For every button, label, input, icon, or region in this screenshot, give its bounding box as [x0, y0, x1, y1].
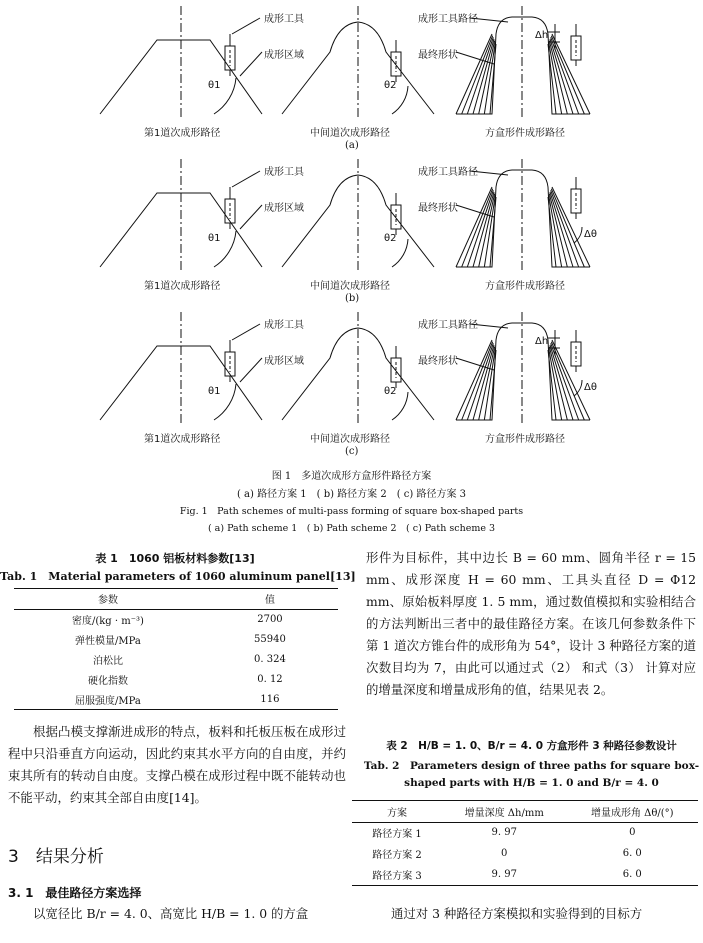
- leader-line: [240, 205, 262, 229]
- dtheta-label: Δθ: [584, 382, 597, 393]
- table2-header-dtheta: 增量成形角 Δθ/(°): [590, 807, 674, 819]
- table2-title-en-1: Tab. 2 Parameters design of three paths for square box-: [363, 760, 700, 772]
- figure-caption-cn: 图 1 多道次成形方盒形件路径方案: [271, 471, 432, 482]
- table2-header-row: [352, 801, 698, 822]
- panel-caption-intermediate: 中间道次成形路径: [310, 434, 390, 445]
- panel-caption-first-pass: 第1道次成形路径: [144, 281, 221, 292]
- sub-figure-label: (a): [345, 140, 359, 151]
- final-shape-profile: [456, 323, 590, 420]
- table2-grid: [352, 801, 698, 885]
- theta2-label: θ2: [384, 80, 397, 91]
- section-heading: 3 结果分析: [8, 847, 104, 867]
- table1-grid: [14, 589, 338, 709]
- theta1-label: θ1: [208, 386, 221, 397]
- table1: [14, 588, 338, 710]
- table2-cell: 路径方案 2: [372, 850, 422, 861]
- table2-cell: 0: [501, 848, 508, 859]
- tool-label: 成形工具: [264, 14, 304, 25]
- final-shape-profile: [456, 17, 590, 114]
- tool-label: 成形工具: [264, 320, 304, 331]
- panel-caption-box: 方盒形件成形路径: [485, 434, 565, 445]
- table1-cell: 2700: [257, 613, 283, 625]
- panel-caption-first-pass: 第1道次成形路径: [144, 434, 221, 445]
- table1-header-row: [14, 589, 338, 609]
- table2-header-dh: 增量深度 Δh/mm: [464, 807, 544, 819]
- table-row: [14, 689, 338, 709]
- tool-path-line: [551, 36, 584, 114]
- sub-figure-label: (b): [345, 293, 360, 304]
- table1-title-en: Tab. 1 Material parameters of 1060 aluminum panel[13]: [0, 570, 356, 583]
- tool-path-line: [551, 342, 584, 420]
- tool-path-label: 成形工具路径: [418, 14, 478, 25]
- figure-caption-en-sub: ( a) Path scheme 1 ( b) Path scheme 2 ( c) Path scheme 3: [207, 523, 496, 534]
- panel-caption-intermediate: 中间道次成形路径: [310, 128, 390, 139]
- table2-title-en-2: shaped parts with H/B = 1. 0 and B/r = 4. 0: [404, 777, 659, 789]
- table2-cell: 0: [629, 827, 636, 839]
- table-row: [14, 649, 338, 669]
- dtheta-label: Δθ: [584, 229, 597, 240]
- table1-cell: 屈服强度/MPa: [75, 695, 141, 707]
- figure-1-drawing: [0, 0, 703, 470]
- theta1-label: θ1: [208, 80, 221, 91]
- panel-caption-box: 方盒形件成形路径: [485, 281, 565, 292]
- tool-path-line: [467, 37, 493, 114]
- table-row: [352, 843, 698, 864]
- table1-header-value: 值: [264, 595, 275, 607]
- tool-path-line: [467, 190, 493, 267]
- table1-header-param: 参数: [97, 595, 118, 607]
- table-row: [14, 669, 338, 689]
- figure-caption-en: Fig. 1 Path schemes of multi-pass forming of square box-shaped parts: [179, 506, 524, 517]
- panel-caption-intermediate: 中间道次成形路径: [310, 281, 390, 292]
- table2-cell: 9. 97: [491, 827, 517, 839]
- figure-caption-cn-sub: ( a) 路径方案 1 ( b) 路径方案 2 ( c) 路径方案 3: [236, 489, 467, 500]
- dh-label: Δh: [535, 30, 549, 41]
- tool-path-label: 成形工具路径: [418, 167, 478, 178]
- leader-line: [240, 358, 262, 382]
- panel-caption-first-pass: 第1道次成形路径: [144, 128, 221, 139]
- right-paragraph-1: 形件为目标件，其中边长 B = 60 mm、圆角半径 r = 15 mm、成形深度 H = 60 mm、工具头直径 D = Φ12 mm、原始板料厚度 1. 5 mm，通过数值模拟和实验相结合的方法判断出三者中的最佳路径方案。在该几何参数条件下第 1 道次方锥台件的成形角为 54°，设计 3 种路径方案的道次数目均为 7，由此可以通过式（2） 和式（3） 计算对应的增量深度和增量成形角的值，结果见表 2。: [366, 550, 697, 697]
- final-shape-label: 最终形状: [418, 356, 458, 367]
- region-label: 成形区域: [264, 203, 304, 214]
- table1-cell: 0. 12: [257, 673, 283, 685]
- table-row: [14, 629, 338, 649]
- table1-cell: 硬化指数: [87, 675, 128, 687]
- tool-path-label: 成形工具路径: [418, 320, 478, 331]
- tool-path-line: [550, 192, 573, 267]
- right-paragraph-2: 通过对 3 种路径方案模拟和实验得到的目标方: [391, 906, 643, 921]
- sub-figure-label: (c): [345, 446, 359, 457]
- table1-cell: 密度/(kg · m⁻³): [71, 615, 144, 627]
- table1-cell: 0. 324: [254, 653, 286, 665]
- tool-path-line: [550, 345, 573, 420]
- table2-header-scheme: 方案: [386, 807, 407, 819]
- table1-cell: 55940: [254, 633, 286, 645]
- tool-path-line: [467, 343, 493, 420]
- theta2-label: θ2: [384, 386, 397, 397]
- tool-label: 成形工具: [264, 167, 304, 178]
- table2-cell: 6. 0: [622, 848, 642, 859]
- subsection-heading: 3. 1 最佳路径方案选择: [8, 886, 142, 900]
- leader-line: [240, 52, 262, 76]
- table-row: [352, 864, 698, 885]
- table1-cell: 泊松比: [92, 655, 123, 667]
- table-row: [14, 609, 338, 629]
- table2: [352, 800, 698, 886]
- dh-label: Δh: [535, 336, 549, 347]
- final-shape-label: 最终形状: [418, 203, 458, 214]
- theta1-label: θ1: [208, 233, 221, 244]
- tool-path-line: [550, 39, 573, 114]
- table1-cell: 弹性模量/MPa: [75, 635, 141, 647]
- table1-title-cn: 表 1 1060 铝板材料参数[13]: [95, 552, 255, 565]
- left-paragraph-2: 以宽径比 B/r = 4. 0、高宽比 H/B = 1. 0 的方盒: [33, 906, 309, 921]
- region-label: 成形区域: [264, 356, 304, 367]
- table2-cell: 6. 0: [622, 869, 642, 880]
- theta2-label: θ2: [384, 233, 397, 244]
- tool-path-line: [462, 342, 493, 420]
- panel-caption-box: 方盒形件成形路径: [485, 128, 565, 139]
- table1-cell: 116: [260, 693, 280, 705]
- tool-path-line: [551, 189, 584, 267]
- left-paragraph-1: 根据凸模支撑渐进成形的特点，板料和托板压板在成形过程中只沿垂直方向运动，因此约束其水平方向的自由度，并约束其所有的转动自由度。支撑凸模在成形过程中既不能转动也不能平动，约束其全部自由度[14]。: [8, 724, 346, 805]
- tool-path-line: [462, 189, 493, 267]
- table2-cell: 路径方案 1: [372, 829, 422, 841]
- table2-cell: 9. 97: [491, 869, 517, 880]
- final-shape-profile: [456, 170, 590, 267]
- final-shape-label: 最终形状: [418, 50, 458, 61]
- leader-line: [232, 324, 260, 340]
- table-row: [352, 822, 698, 843]
- table2-cell: 路径方案 3: [372, 871, 422, 882]
- table2-title-cn: 表 2 H/B = 1. 0、B/r = 4. 0 方盒形件 3 种路径参数设计: [386, 740, 677, 752]
- leader-line: [232, 18, 260, 34]
- leader-line: [232, 171, 260, 187]
- tool-path-line: [462, 36, 493, 114]
- region-label: 成形区域: [264, 50, 304, 61]
